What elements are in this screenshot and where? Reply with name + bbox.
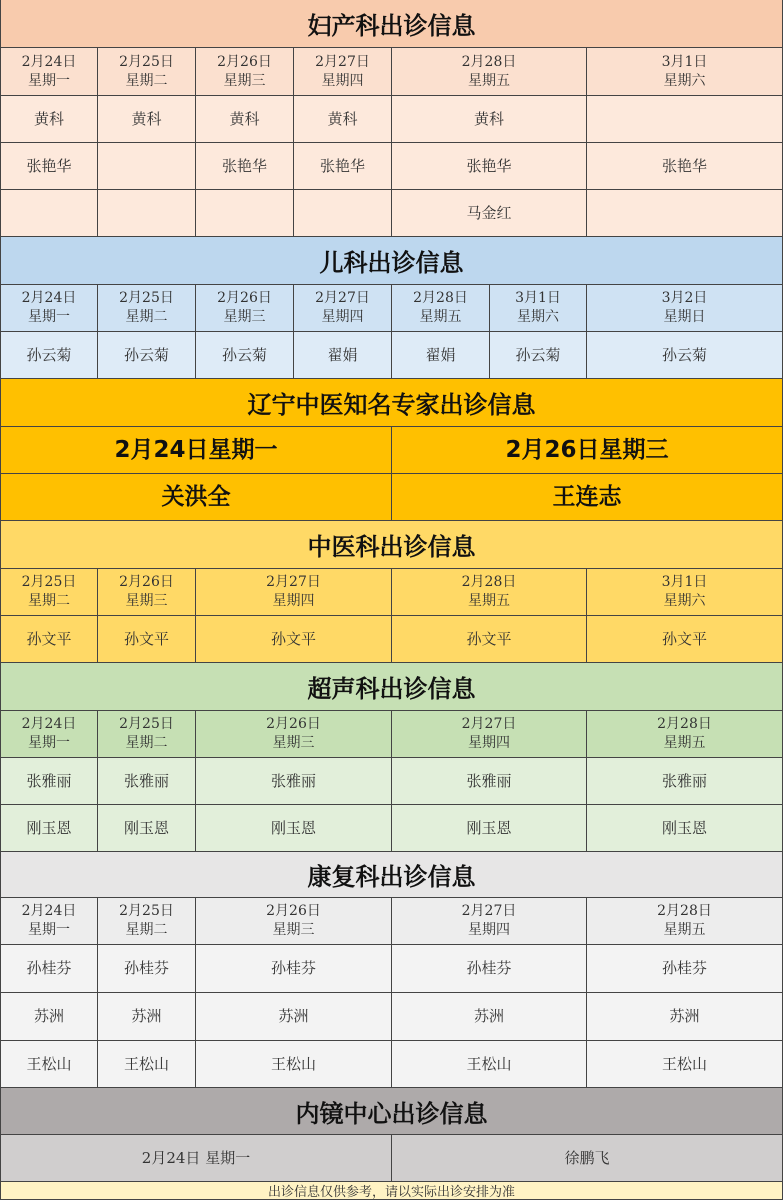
section-header-row [0, 898, 783, 945]
date-header-cell [98, 285, 196, 332]
weekday-label: 星期二 [125, 72, 168, 89]
date-label: 3月2日 [661, 290, 708, 306]
doctor-cell: 张艳华 [294, 143, 392, 190]
weekday-label: 星期一 [28, 72, 70, 89]
date-label: 2月24日 [21, 716, 77, 732]
date-label: 3月1日 [515, 290, 561, 306]
date-label: 2月26日星期三 [505, 436, 669, 463]
doctor-cell: 孙文平 [0, 616, 98, 663]
doctor-cell: 孙桂芬 [196, 945, 392, 993]
doctor-cell: 王连志 [392, 474, 783, 521]
doctor-cell: 王松山 [587, 1041, 783, 1088]
date-header-cell [196, 285, 294, 332]
doctor-cell: 张艳华 [587, 143, 783, 190]
section-title-obgyn: 妇产科出诊信息 [0, 0, 783, 48]
doctor-cell: 张雅丽 [392, 758, 587, 805]
footer-note: 出诊信息仅供参考，请以实际出诊安排为准 [0, 1182, 783, 1200]
doctor-cell: 王松山 [196, 1041, 392, 1088]
weekday-label: 星期一 [28, 922, 70, 938]
date-header-cell [392, 711, 587, 758]
doctor-cell: 苏洲 [392, 993, 587, 1041]
date-header-cell [587, 898, 783, 945]
doctor-cell: 孙云菊 [98, 332, 196, 379]
doctor-cell: 孙桂芬 [392, 945, 587, 993]
date-label: 2月28日 [657, 903, 712, 919]
weekday-label: 星期二 [28, 593, 70, 609]
doctor-cell: 孙云菊 [196, 332, 294, 379]
date-header-cell [587, 711, 783, 758]
doctor-cell: 苏洲 [98, 993, 196, 1041]
weekday-label: 星期五 [663, 922, 706, 938]
section-header-row [0, 427, 783, 474]
doctor-cell: 张艳华 [0, 143, 98, 190]
doctor-cell: 刚玉恩 [98, 805, 196, 852]
date-label: 2月27日 [461, 716, 517, 732]
doctor-cell [98, 143, 196, 190]
date-header-cell [98, 898, 196, 945]
doctor-cell: 孙文平 [196, 616, 392, 663]
date-label: 2月26日 [119, 574, 174, 590]
doctor-cell: 翟娟 [294, 332, 392, 379]
doctor-row [0, 805, 783, 852]
date-label: 3月1日 [661, 53, 708, 70]
date-header-cell [98, 569, 196, 616]
date-header-cell [587, 285, 783, 332]
doctor-cell: 黄科 [196, 96, 294, 143]
section-title-endoscopy: 内镜中心出诊信息 [0, 1088, 783, 1135]
date-header-cell [587, 569, 783, 616]
section-title-ultrasound: 超声科出诊信息 [0, 663, 783, 711]
date-label: 2月25日 [21, 574, 77, 590]
doctor-cell: 张雅丽 [587, 758, 783, 805]
doctor-cell: 王松山 [98, 1041, 196, 1088]
weekday-label: 星期三 [223, 72, 266, 89]
doctor-cell: 刚玉恩 [587, 805, 783, 852]
section-title-tcm: 中医科出诊信息 [0, 521, 783, 569]
doctor-cell: 王松山 [392, 1041, 587, 1088]
date-label: 2月24日星期一 [114, 436, 278, 463]
weekday-label: 星期一 [28, 309, 70, 325]
doctor-cell: 徐鹏飞 [392, 1135, 783, 1182]
doctor-cell: 黄科 [98, 96, 196, 143]
weekday-label: 星期四 [321, 72, 364, 89]
date-header-cell [196, 898, 392, 945]
doctor-row [0, 190, 783, 237]
doctor-cell: 孙文平 [587, 616, 783, 663]
doctor-row [0, 1041, 783, 1088]
date-label: 2月25日 [119, 53, 174, 70]
doctor-cell [98, 190, 196, 237]
date-header-cell [196, 711, 392, 758]
date-header-cell [98, 711, 196, 758]
date-label: 2月28日 [657, 716, 712, 732]
doctor-cell: 马金红 [392, 190, 587, 237]
date-label: 2月27日 [461, 903, 517, 919]
date-header-cell [392, 898, 587, 945]
section-header-row [0, 711, 783, 758]
date-label: 2月27日 [315, 53, 370, 70]
doctor-cell: 苏洲 [587, 993, 783, 1041]
date-label: 2月27日 [266, 574, 321, 590]
weekday-label: 星期四 [468, 922, 510, 938]
weekday-label: 星期三 [125, 593, 168, 609]
weekday-label: 星期六 [663, 72, 706, 89]
date-header-cell [0, 898, 98, 945]
doctor-cell: 黄科 [392, 96, 587, 143]
date-label: 2月26日 [266, 716, 321, 732]
doctor-cell: 黄科 [0, 96, 98, 143]
doctor-cell [587, 190, 783, 237]
doctor-cell [587, 96, 783, 143]
weekday-label: 星期四 [468, 735, 510, 751]
doctor-cell: 翟娟 [392, 332, 490, 379]
doctor-cell: 张雅丽 [98, 758, 196, 805]
doctor-row [0, 758, 783, 805]
date-header-cell [0, 48, 98, 96]
doctor-cell: 孙云菊 [587, 332, 783, 379]
doctor-cell: 张艳华 [392, 143, 587, 190]
doctor-row [0, 96, 783, 143]
doctor-row [0, 1135, 783, 1182]
weekday-label: 星期六 [663, 593, 706, 609]
doctor-cell: 苏洲 [0, 993, 98, 1041]
date-header-cell [294, 48, 392, 96]
weekday-label: 星期四 [272, 593, 315, 609]
date-label: 2月24日 [21, 903, 77, 919]
weekday-label: 星期二 [125, 922, 168, 938]
date-header-cell [392, 48, 587, 96]
date-label: 2月27日 [315, 290, 370, 306]
date-header-cell [0, 427, 392, 474]
doctor-cell: 张雅丽 [0, 758, 98, 805]
doctor-cell: 刚玉恩 [196, 805, 392, 852]
date-label: 2月28日 [461, 53, 517, 70]
date-label: 2月28日 [413, 290, 468, 306]
date-label: 2月26日 [217, 290, 272, 306]
doctor-row [0, 332, 783, 379]
section-header-row [0, 569, 783, 616]
weekday-label: 星期三 [272, 735, 315, 751]
doctor-cell: 王松山 [0, 1041, 98, 1088]
date-header-cell [392, 427, 783, 474]
date-header-cell [0, 711, 98, 758]
doctor-cell: 张艳华 [196, 143, 294, 190]
date-label: 2月28日 [461, 574, 517, 590]
doctor-row [0, 616, 783, 663]
date-label: 2月26日 [217, 53, 272, 70]
date-header-cell [0, 285, 98, 332]
doctor-cell: 黄科 [294, 96, 392, 143]
doctor-cell: 张雅丽 [196, 758, 392, 805]
doctor-cell: 孙桂芬 [587, 945, 783, 993]
doctor-cell [294, 190, 392, 237]
weekday-label: 星期五 [468, 72, 510, 89]
section-title-rehab: 康复科出诊信息 [0, 852, 783, 898]
date-label: 2月25日 [119, 716, 174, 732]
date-label: 3月1日 [661, 574, 708, 590]
weekday-label: 星期四 [321, 309, 364, 325]
date-label: 2月25日 [119, 290, 174, 306]
doctor-cell: 孙文平 [98, 616, 196, 663]
doctor-row [0, 474, 783, 521]
doctor-cell: 刚玉恩 [392, 805, 587, 852]
doctor-cell: 孙桂芬 [98, 945, 196, 993]
doctor-cell: 孙桂芬 [0, 945, 98, 993]
section-title-experts: 辽宁中医知名专家出诊信息 [0, 379, 783, 427]
date-header-cell [294, 285, 392, 332]
weekday-label: 星期三 [272, 922, 315, 938]
doctor-cell: 孙云菊 [0, 332, 98, 379]
doctor-row [0, 143, 783, 190]
date-label: 2月24日 [21, 53, 77, 70]
weekday-label: 星期二 [125, 309, 168, 325]
doctor-cell: 刚玉恩 [0, 805, 98, 852]
weekday-label: 星期一 [28, 735, 70, 751]
date-label: 2月26日 [266, 903, 321, 919]
doctor-cell: 苏洲 [196, 993, 392, 1041]
doctor-cell [0, 190, 98, 237]
doctor-cell: 孙云菊 [490, 332, 587, 379]
section-header-row [0, 285, 783, 332]
date-label: 2月24日 [21, 290, 77, 306]
weekday-label: 星期五 [468, 593, 510, 609]
doctor-row [0, 945, 783, 993]
date-header-cell [587, 48, 783, 96]
date-header-cell [98, 48, 196, 96]
weekday-label: 星期二 [125, 735, 168, 751]
date-header-cell [490, 285, 587, 332]
weekday-label: 星期五 [663, 735, 706, 751]
weekday-label: 星期五 [419, 309, 462, 325]
weekday-label: 星期日 [663, 309, 706, 325]
date-header-cell [392, 285, 490, 332]
weekday-label: 星期三 [223, 309, 266, 325]
date-header-cell [196, 569, 392, 616]
date-header-cell [196, 48, 294, 96]
doctor-row [0, 993, 783, 1041]
section-header-row [0, 48, 783, 96]
doctor-cell [196, 190, 294, 237]
date-header-cell [392, 569, 587, 616]
date-header-cell [0, 569, 98, 616]
doctor-cell: 孙文平 [392, 616, 587, 663]
date-label: 2月25日 [119, 903, 174, 919]
doctor-cell: 2月24日 星期一 [0, 1135, 392, 1182]
weekday-label: 星期六 [517, 309, 559, 325]
doctor-cell: 关洪全 [0, 474, 392, 521]
section-title-pediatrics: 儿科出诊信息 [0, 237, 783, 285]
